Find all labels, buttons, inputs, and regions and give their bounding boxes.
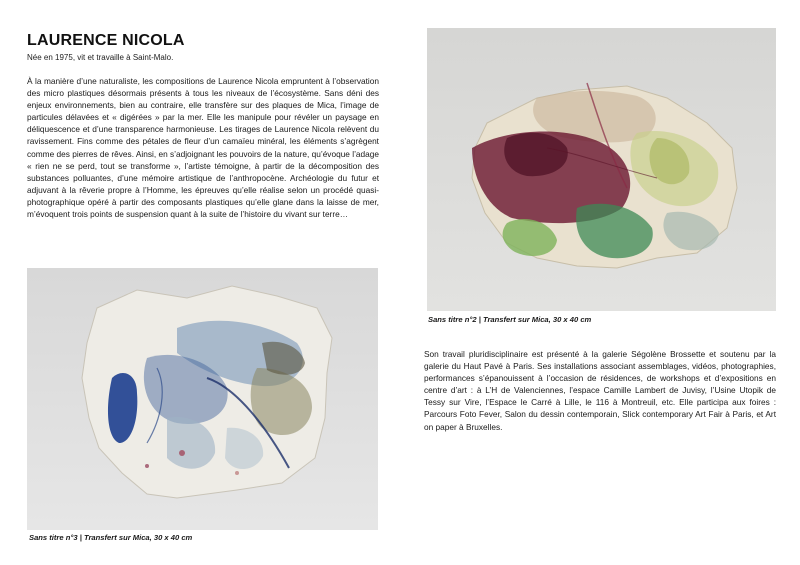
artist-name: LAURENCE NICOLA (27, 32, 185, 49)
artwork-image-sans-titre-2 (427, 28, 776, 311)
intro-paragraph: À la manière d’une naturaliste, les compositions de Laurence Nicola empruntent à l’observation des micro plastiques désormais présents à tous les niveaux de l’écosystème. Sans déni des enjeux environnements, bien au contraire, elle transfère sur des plaques de Mica, l’image de particules délavées et « digérées » par la mer. Elle les manipule pour révéler un paysage en déliquescence et d’une transparence harmonieuse. Les tirages de Laurence Nicola relèvent du ravissement. Fins comme des pétales de fleur d’un camaïeu minéral, les éléments s’agrègent comme des pierres de rêves. Ainsi, en s’adjoignant les pouvoirs de la nature, qu’évoque l’adage « rien ne se perd, tout se transforme », l’artiste témoigne, à partir de la décomposition des substances polluantes, d’une mémoire artistique de l’anthropocène. Archéologie du futur et adjuvant à la rêverie propre à l’Homme, les épreuves qu’elle réalise selon un procédé quasi-photographique opéré à partir des composants plastiques qu’elle glane dans la laisse de mer, m’évoquent trois points de suspension quant à la suite de l’histoire du vivant sur terre… (27, 76, 379, 220)
intro-text-block (27, 75, 379, 220)
artwork-image-sans-titre-3 (27, 268, 378, 530)
artwork-caption-sans-titre-3: Sans titre n°3 | Transfert sur Mica, 30 x 40 cm (29, 533, 193, 542)
artist-bio: Née en 1975, vit et travaille à Saint-Malo. (27, 53, 174, 62)
artwork-caption-sans-titre-2: Sans titre n°2 | Transfert sur Mica, 30 x 40 cm (428, 315, 592, 324)
career-paragraph: Son travail pluridisciplinaire est présenté à la galerie Ségolène Brossette et soutenu par la galerie du Haut Pavé à Paris. Ses installations associant assemblages, vidéos, photographies, performances s’épanouissent à l’occasion de résidences, de workshops et d’expositions en centre d’art : à L’H de Valenciennes, l’espace Camille Lambert de Juvisy, l’Usine Utopik de Tessy sur Vire, l’Espace le Carré à Lille, le 116 à Montreuil, etc. Elle participa aux foires : Parcours Foto Fever, Salon du dessin contemporain, Slick contemporary Art Fair à Paris, et Art on paper à Bruxelles. (424, 349, 776, 432)
career-text-block (424, 348, 776, 433)
